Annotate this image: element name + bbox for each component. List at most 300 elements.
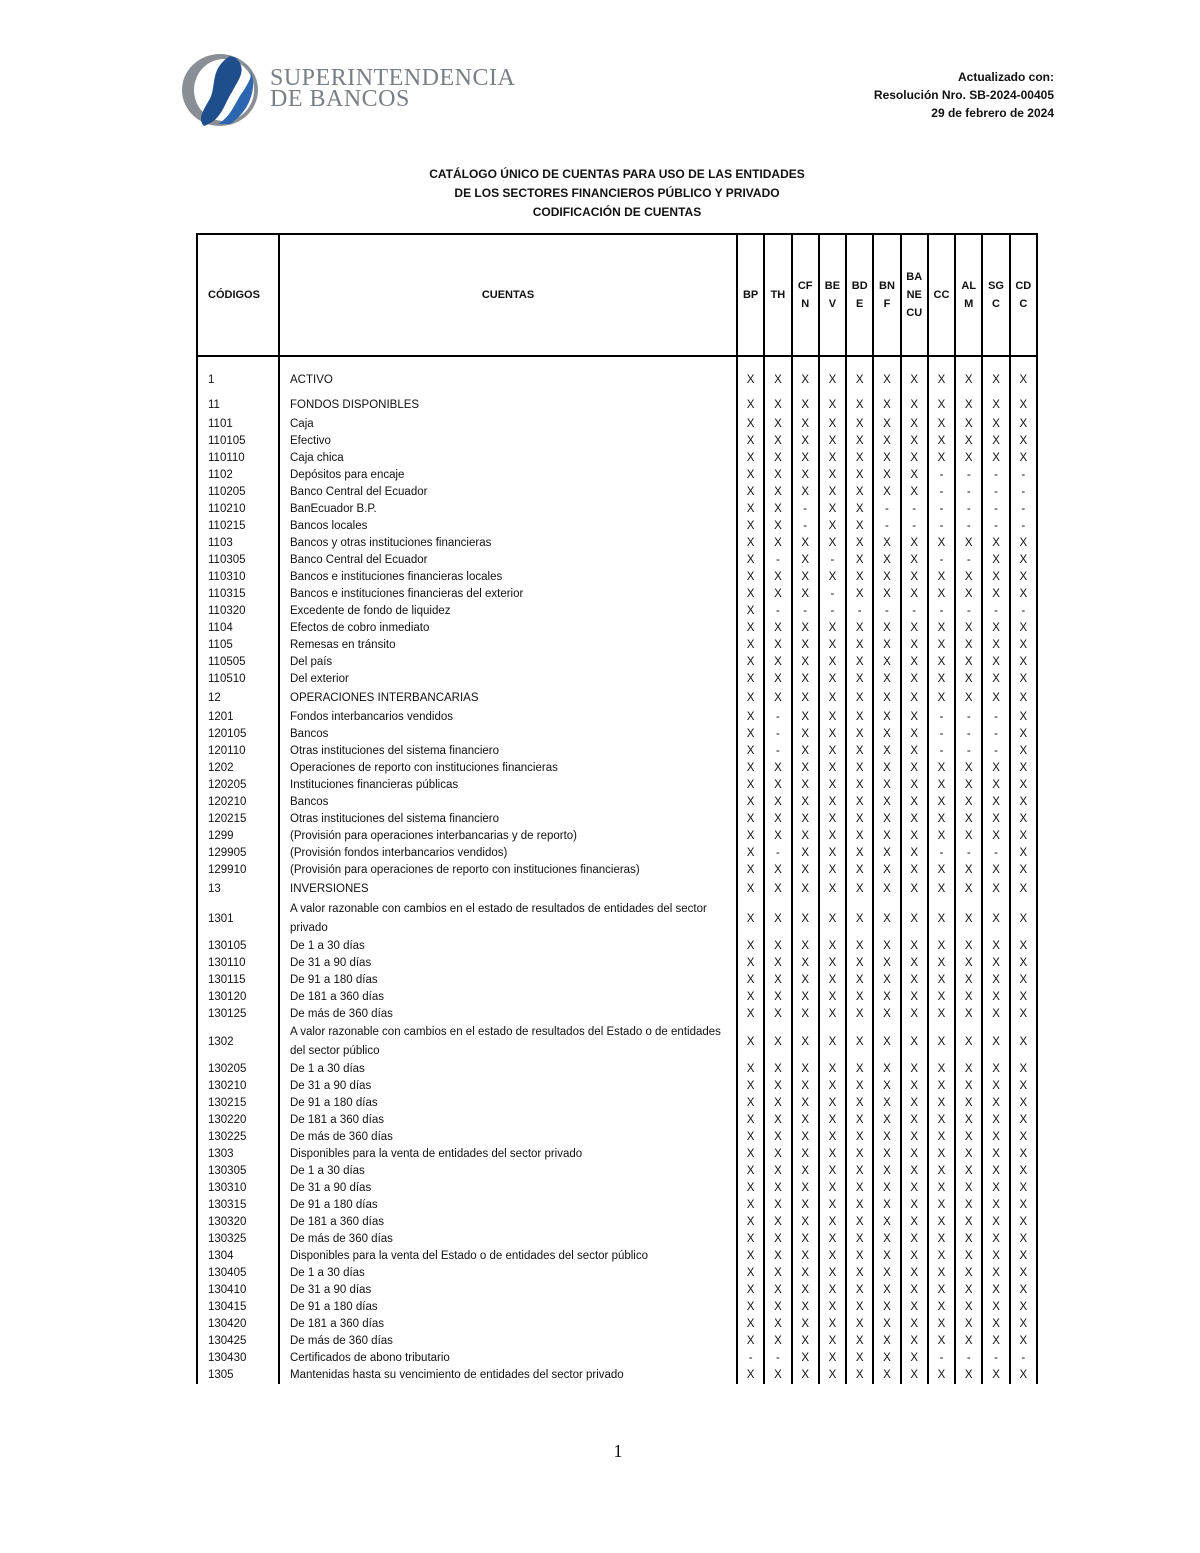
mark-cfn: X xyxy=(792,726,819,743)
mark-sgc: X xyxy=(982,1146,1009,1163)
mark-bp: X xyxy=(737,1282,764,1299)
mark-bnf: X xyxy=(873,1333,900,1350)
mark-sgc: X xyxy=(982,654,1009,671)
mark-cdc: X xyxy=(1010,1367,1037,1384)
header-entity-bde: BDE xyxy=(846,234,873,356)
mark-cc: X xyxy=(928,1231,955,1248)
mark-cdc: X xyxy=(1010,654,1037,671)
mark-cdc: - xyxy=(1010,484,1037,501)
mark-sgc: X xyxy=(982,1180,1009,1197)
mark-cc: X xyxy=(928,1163,955,1180)
mark-bp: X xyxy=(737,845,764,862)
mark-th: X xyxy=(764,972,791,989)
mark-th: X xyxy=(764,484,791,501)
account-code: 1304 xyxy=(197,1248,279,1265)
mark-cdc: X xyxy=(1010,395,1037,416)
header-entity-cc: CC xyxy=(928,234,955,356)
mark-bp: X xyxy=(737,416,764,433)
mark-th: - xyxy=(764,743,791,760)
mark-bde: X xyxy=(846,794,873,811)
mark-bp: X xyxy=(737,1163,764,1180)
account-name: De 1 a 30 días xyxy=(279,1265,737,1282)
mark-sgc: - xyxy=(982,484,1009,501)
mark-bnf: X xyxy=(873,688,900,709)
account-code: 130320 xyxy=(197,1214,279,1231)
mark-cfn: X xyxy=(792,1367,819,1384)
account-code: 110210 xyxy=(197,501,279,518)
mark-alm: X xyxy=(955,955,982,972)
mark-sgc: X xyxy=(982,1006,1009,1023)
mark-cdc: X xyxy=(1010,1248,1037,1265)
account-code: 13 xyxy=(197,879,279,900)
mark-bde: X xyxy=(846,552,873,569)
mark-bnf: - xyxy=(873,518,900,535)
mark-bev: X xyxy=(819,862,846,879)
mark-th: X xyxy=(764,1231,791,1248)
account-name: Remesas en tránsito xyxy=(279,637,737,654)
mark-bp: X xyxy=(737,433,764,450)
account-code: 130115 xyxy=(197,972,279,989)
mark-th: X xyxy=(764,989,791,1006)
mark-bnf: - xyxy=(873,501,900,518)
mark-sgc: X xyxy=(982,862,1009,879)
mark-th: X xyxy=(764,1180,791,1197)
mark-alm: - xyxy=(955,501,982,518)
mark-cc: - xyxy=(928,484,955,501)
mark-banecu: X xyxy=(901,1078,928,1095)
account-code: 130205 xyxy=(197,1061,279,1078)
table-row xyxy=(197,760,1037,777)
mark-banecu: - xyxy=(901,501,928,518)
mark-th: X xyxy=(764,828,791,845)
mark-th: X xyxy=(764,1095,791,1112)
mark-sgc: X xyxy=(982,586,1009,603)
table-row xyxy=(197,1333,1037,1350)
mark-sgc: X xyxy=(982,879,1009,900)
mark-bde: X xyxy=(846,1112,873,1129)
mark-th: X xyxy=(764,1078,791,1095)
mark-cdc: X xyxy=(1010,1129,1037,1146)
mark-bp: X xyxy=(737,1095,764,1112)
mark-alm: X xyxy=(955,794,982,811)
mark-cdc: X xyxy=(1010,1163,1037,1180)
mark-bev: X xyxy=(819,620,846,637)
mark-alm: X xyxy=(955,1299,982,1316)
mark-banecu: X xyxy=(901,1023,928,1061)
mark-bev: X xyxy=(819,1061,846,1078)
mark-cfn: X xyxy=(792,467,819,484)
mark-bev: X xyxy=(819,1112,846,1129)
table-row xyxy=(197,709,1037,726)
header-entity-alm: ALM xyxy=(955,234,982,356)
mark-sgc: - xyxy=(982,518,1009,535)
mark-cfn: X xyxy=(792,637,819,654)
mark-bev: X xyxy=(819,395,846,416)
mark-cdc: X xyxy=(1010,743,1037,760)
mark-bnf: X xyxy=(873,989,900,1006)
mark-cdc: X xyxy=(1010,828,1037,845)
mark-bnf: X xyxy=(873,760,900,777)
mark-alm: X xyxy=(955,938,982,955)
mark-banecu: X xyxy=(901,1299,928,1316)
mark-th: X xyxy=(764,1299,791,1316)
account-name: Banco Central del Ecuador xyxy=(279,484,737,501)
mark-banecu: X xyxy=(901,450,928,467)
mark-sgc: - xyxy=(982,845,1009,862)
mark-bde: X xyxy=(846,1197,873,1214)
account-name: De más de 360 días xyxy=(279,1231,737,1248)
mark-bp: X xyxy=(737,760,764,777)
mark-banecu: X xyxy=(901,484,928,501)
mark-cc: X xyxy=(928,955,955,972)
account-code: 1303 xyxy=(197,1146,279,1163)
table-row xyxy=(197,879,1037,900)
mark-th: X xyxy=(764,1129,791,1146)
mark-alm: X xyxy=(955,637,982,654)
mark-cc: X xyxy=(928,671,955,688)
mark-sgc: X xyxy=(982,535,1009,552)
mark-th: X xyxy=(764,1333,791,1350)
mark-cfn: X xyxy=(792,709,819,726)
header-entity-bp: BP xyxy=(737,234,764,356)
mark-bnf: X xyxy=(873,811,900,828)
mark-cfn: X xyxy=(792,535,819,552)
mark-th: X xyxy=(764,467,791,484)
mark-cdc: X xyxy=(1010,1023,1037,1061)
table-row xyxy=(197,845,1037,862)
mark-cc: X xyxy=(928,569,955,586)
mark-bde: X xyxy=(846,450,873,467)
mark-th: X xyxy=(764,356,791,395)
mark-alm: - xyxy=(955,743,982,760)
mark-cc: - xyxy=(928,709,955,726)
mark-sgc: X xyxy=(982,1095,1009,1112)
mark-cc: X xyxy=(928,586,955,603)
logo-line-1: SUPERINTENDENCIA xyxy=(270,65,516,91)
account-name: De 31 a 90 días xyxy=(279,1180,737,1197)
mark-bp: X xyxy=(737,938,764,955)
account-name: De más de 360 días xyxy=(279,1006,737,1023)
mark-th: X xyxy=(764,811,791,828)
mark-cfn: X xyxy=(792,416,819,433)
mark-bev: X xyxy=(819,1350,846,1367)
account-name: Efectos de cobro inmediato xyxy=(279,620,737,637)
account-code: 130105 xyxy=(197,938,279,955)
mark-alm: X xyxy=(955,450,982,467)
mark-cc: - xyxy=(928,552,955,569)
mark-bev: X xyxy=(819,743,846,760)
mark-cfn: X xyxy=(792,433,819,450)
mark-bnf: X xyxy=(873,726,900,743)
mark-bde: X xyxy=(846,416,873,433)
account-code: 130415 xyxy=(197,1299,279,1316)
mark-bev: X xyxy=(819,416,846,433)
account-code: 120215 xyxy=(197,811,279,828)
mark-cc: X xyxy=(928,777,955,794)
mark-th: X xyxy=(764,586,791,603)
mark-bde: X xyxy=(846,535,873,552)
mark-bev: X xyxy=(819,709,846,726)
mark-bnf: X xyxy=(873,828,900,845)
table-row xyxy=(197,688,1037,709)
mark-sgc: X xyxy=(982,569,1009,586)
mark-cc: - xyxy=(928,467,955,484)
mark-banecu: X xyxy=(901,637,928,654)
mark-bp: X xyxy=(737,654,764,671)
mark-bp: X xyxy=(737,1299,764,1316)
mark-bde: X xyxy=(846,654,873,671)
mark-bp: X xyxy=(737,1367,764,1384)
account-code: 130215 xyxy=(197,1095,279,1112)
account-code: 110320 xyxy=(197,603,279,620)
mark-cdc: X xyxy=(1010,569,1037,586)
mark-cfn: - xyxy=(792,501,819,518)
mark-bde: X xyxy=(846,1214,873,1231)
mark-cc: X xyxy=(928,1061,955,1078)
mark-alm: - xyxy=(955,552,982,569)
account-name: Otras instituciones del sistema financiero xyxy=(279,743,737,760)
mark-alm: X xyxy=(955,535,982,552)
mark-bde: X xyxy=(846,1061,873,1078)
mark-cc: X xyxy=(928,972,955,989)
account-name: De 1 a 30 días xyxy=(279,938,737,955)
mark-cdc: X xyxy=(1010,1214,1037,1231)
mark-bp: X xyxy=(737,467,764,484)
mark-banecu: X xyxy=(901,688,928,709)
mark-cfn: X xyxy=(792,955,819,972)
mark-bp: - xyxy=(737,1350,764,1367)
account-code: 110205 xyxy=(197,484,279,501)
mark-bde: X xyxy=(846,688,873,709)
mark-sgc: X xyxy=(982,1078,1009,1095)
mark-alm: - xyxy=(955,726,982,743)
mark-bde: X xyxy=(846,938,873,955)
mark-bev: X xyxy=(819,726,846,743)
mark-banecu: X xyxy=(901,1129,928,1146)
mark-cdc: X xyxy=(1010,760,1037,777)
mark-sgc: - xyxy=(982,743,1009,760)
table-row xyxy=(197,552,1037,569)
mark-alm: X xyxy=(955,811,982,828)
mark-banecu: X xyxy=(901,777,928,794)
table-row xyxy=(197,1061,1037,1078)
mark-bev: X xyxy=(819,501,846,518)
mark-cc: X xyxy=(928,1197,955,1214)
mark-bp: X xyxy=(737,484,764,501)
account-code: 130405 xyxy=(197,1265,279,1282)
mark-cc: X xyxy=(928,1006,955,1023)
account-name: De 31 a 90 días xyxy=(279,1078,737,1095)
mark-banecu: X xyxy=(901,1282,928,1299)
mark-alm: X xyxy=(955,900,982,938)
mark-cfn: X xyxy=(792,1299,819,1316)
table-row xyxy=(197,1163,1037,1180)
mark-alm: X xyxy=(955,879,982,900)
mark-cfn: X xyxy=(792,794,819,811)
mark-sgc: X xyxy=(982,1231,1009,1248)
mark-cfn: X xyxy=(792,845,819,862)
mark-cfn: X xyxy=(792,1333,819,1350)
mark-bde: X xyxy=(846,1078,873,1095)
account-name: Disponibles para la venta del Estado o de entidades del sector público xyxy=(279,1248,737,1265)
table-row xyxy=(197,900,1037,938)
mark-alm: X xyxy=(955,433,982,450)
mark-cdc: X xyxy=(1010,900,1037,938)
mark-th: X xyxy=(764,955,791,972)
mark-bnf: X xyxy=(873,1023,900,1061)
mark-cc: - xyxy=(928,518,955,535)
mark-th: X xyxy=(764,879,791,900)
mark-cfn: X xyxy=(792,879,819,900)
mark-cc: X xyxy=(928,688,955,709)
mark-banecu: X xyxy=(901,416,928,433)
mark-bp: X xyxy=(737,879,764,900)
resolution-number: Resolución Nro. SB-2024-00405 xyxy=(873,88,1054,102)
mark-cdc: X xyxy=(1010,1282,1037,1299)
header-entity-th: TH xyxy=(764,234,791,356)
header-entity-cdc: CDC xyxy=(1010,234,1037,356)
mark-cfn: X xyxy=(792,450,819,467)
account-name: De 31 a 90 días xyxy=(279,955,737,972)
mark-sgc: X xyxy=(982,1367,1009,1384)
account-name: ACTIVO xyxy=(279,356,737,395)
mark-bev: X xyxy=(819,1095,846,1112)
account-code: 129905 xyxy=(197,845,279,862)
table-row xyxy=(197,794,1037,811)
mark-banecu: X xyxy=(901,1006,928,1023)
mark-cfn: X xyxy=(792,989,819,1006)
mark-alm: X xyxy=(955,1023,982,1061)
account-name: Caja chica xyxy=(279,450,737,467)
account-name: De 91 a 180 días xyxy=(279,1095,737,1112)
table-row xyxy=(197,416,1037,433)
mark-bde: X xyxy=(846,743,873,760)
account-code: 1299 xyxy=(197,828,279,845)
mark-cfn: X xyxy=(792,811,819,828)
mark-cdc: X xyxy=(1010,972,1037,989)
mark-sgc: X xyxy=(982,1112,1009,1129)
mark-alm: X xyxy=(955,862,982,879)
mark-bnf: X xyxy=(873,794,900,811)
mark-bp: X xyxy=(737,1231,764,1248)
mark-cc: X xyxy=(928,1146,955,1163)
mark-cfn: X xyxy=(792,1006,819,1023)
mark-bde: X xyxy=(846,845,873,862)
account-code: 1104 xyxy=(197,620,279,637)
mark-bp: X xyxy=(737,743,764,760)
mark-cfn: X xyxy=(792,569,819,586)
mark-bev: X xyxy=(819,535,846,552)
table-row xyxy=(197,1299,1037,1316)
mark-bde: X xyxy=(846,1316,873,1333)
account-name: Operaciones de reporto con instituciones financieras xyxy=(279,760,737,777)
mark-banecu: X xyxy=(901,709,928,726)
mark-th: - xyxy=(764,552,791,569)
mark-bev: X xyxy=(819,989,846,1006)
mark-bde: X xyxy=(846,1367,873,1384)
mark-bnf: X xyxy=(873,654,900,671)
mark-sgc: X xyxy=(982,1265,1009,1282)
mark-bev: X xyxy=(819,1299,846,1316)
account-code: 1201 xyxy=(197,709,279,726)
account-code: 130305 xyxy=(197,1163,279,1180)
mark-alm: X xyxy=(955,1333,982,1350)
account-code: 1105 xyxy=(197,637,279,654)
mark-cc: - xyxy=(928,726,955,743)
mark-bde: X xyxy=(846,1231,873,1248)
table-row xyxy=(197,955,1037,972)
table-row xyxy=(197,862,1037,879)
account-name: De 181 a 360 días xyxy=(279,1316,737,1333)
mark-sgc: X xyxy=(982,1316,1009,1333)
mark-bnf: X xyxy=(873,862,900,879)
account-name: Disponibles para la venta de entidades del sector privado xyxy=(279,1146,737,1163)
mark-bp: X xyxy=(737,395,764,416)
account-name: Otras instituciones del sistema financiero xyxy=(279,811,737,828)
mark-alm: X xyxy=(955,1112,982,1129)
table-row xyxy=(197,938,1037,955)
mark-sgc: X xyxy=(982,620,1009,637)
mark-th: - xyxy=(764,603,791,620)
mark-bnf: X xyxy=(873,900,900,938)
mark-alm: X xyxy=(955,688,982,709)
mark-cdc: - xyxy=(1010,467,1037,484)
mark-bp: X xyxy=(737,1333,764,1350)
mark-sgc: X xyxy=(982,989,1009,1006)
mark-cfn: X xyxy=(792,1146,819,1163)
mark-alm: X xyxy=(955,1006,982,1023)
mark-cfn: X xyxy=(792,777,819,794)
mark-sgc: X xyxy=(982,671,1009,688)
account-name: INVERSIONES xyxy=(279,879,737,900)
document-title xyxy=(197,165,1037,222)
mark-banecu: X xyxy=(901,1163,928,1180)
mark-bde: X xyxy=(846,1023,873,1061)
mark-cc: X xyxy=(928,989,955,1006)
mark-banecu: X xyxy=(901,654,928,671)
mark-cc: - xyxy=(928,603,955,620)
mark-bp: X xyxy=(737,1112,764,1129)
mark-sgc: X xyxy=(982,1248,1009,1265)
table-row xyxy=(197,450,1037,467)
mark-bde: X xyxy=(846,671,873,688)
mark-th: X xyxy=(764,569,791,586)
mark-bde: X xyxy=(846,1333,873,1350)
mark-cc: X xyxy=(928,620,955,637)
mark-cdc: X xyxy=(1010,416,1037,433)
mark-bev: X xyxy=(819,794,846,811)
mark-cdc: X xyxy=(1010,450,1037,467)
mark-cc: X xyxy=(928,356,955,395)
mark-alm: - xyxy=(955,709,982,726)
account-code: 1301 xyxy=(197,900,279,938)
mark-bev: X xyxy=(819,811,846,828)
page-number: 1 xyxy=(613,1441,623,1461)
account-name: Bancos e instituciones financieras locales xyxy=(279,569,737,586)
mark-sgc: X xyxy=(982,637,1009,654)
table-row xyxy=(197,569,1037,586)
table-row xyxy=(197,433,1037,450)
mark-bp: X xyxy=(737,1129,764,1146)
account-name: Instituciones financieras públicas xyxy=(279,777,737,794)
mark-cdc: - xyxy=(1010,501,1037,518)
mark-bnf: X xyxy=(873,535,900,552)
mark-alm: X xyxy=(955,1248,982,1265)
mark-bde: X xyxy=(846,1095,873,1112)
mark-banecu: X xyxy=(901,535,928,552)
mark-bev: X xyxy=(819,1180,846,1197)
mark-sgc: X xyxy=(982,794,1009,811)
